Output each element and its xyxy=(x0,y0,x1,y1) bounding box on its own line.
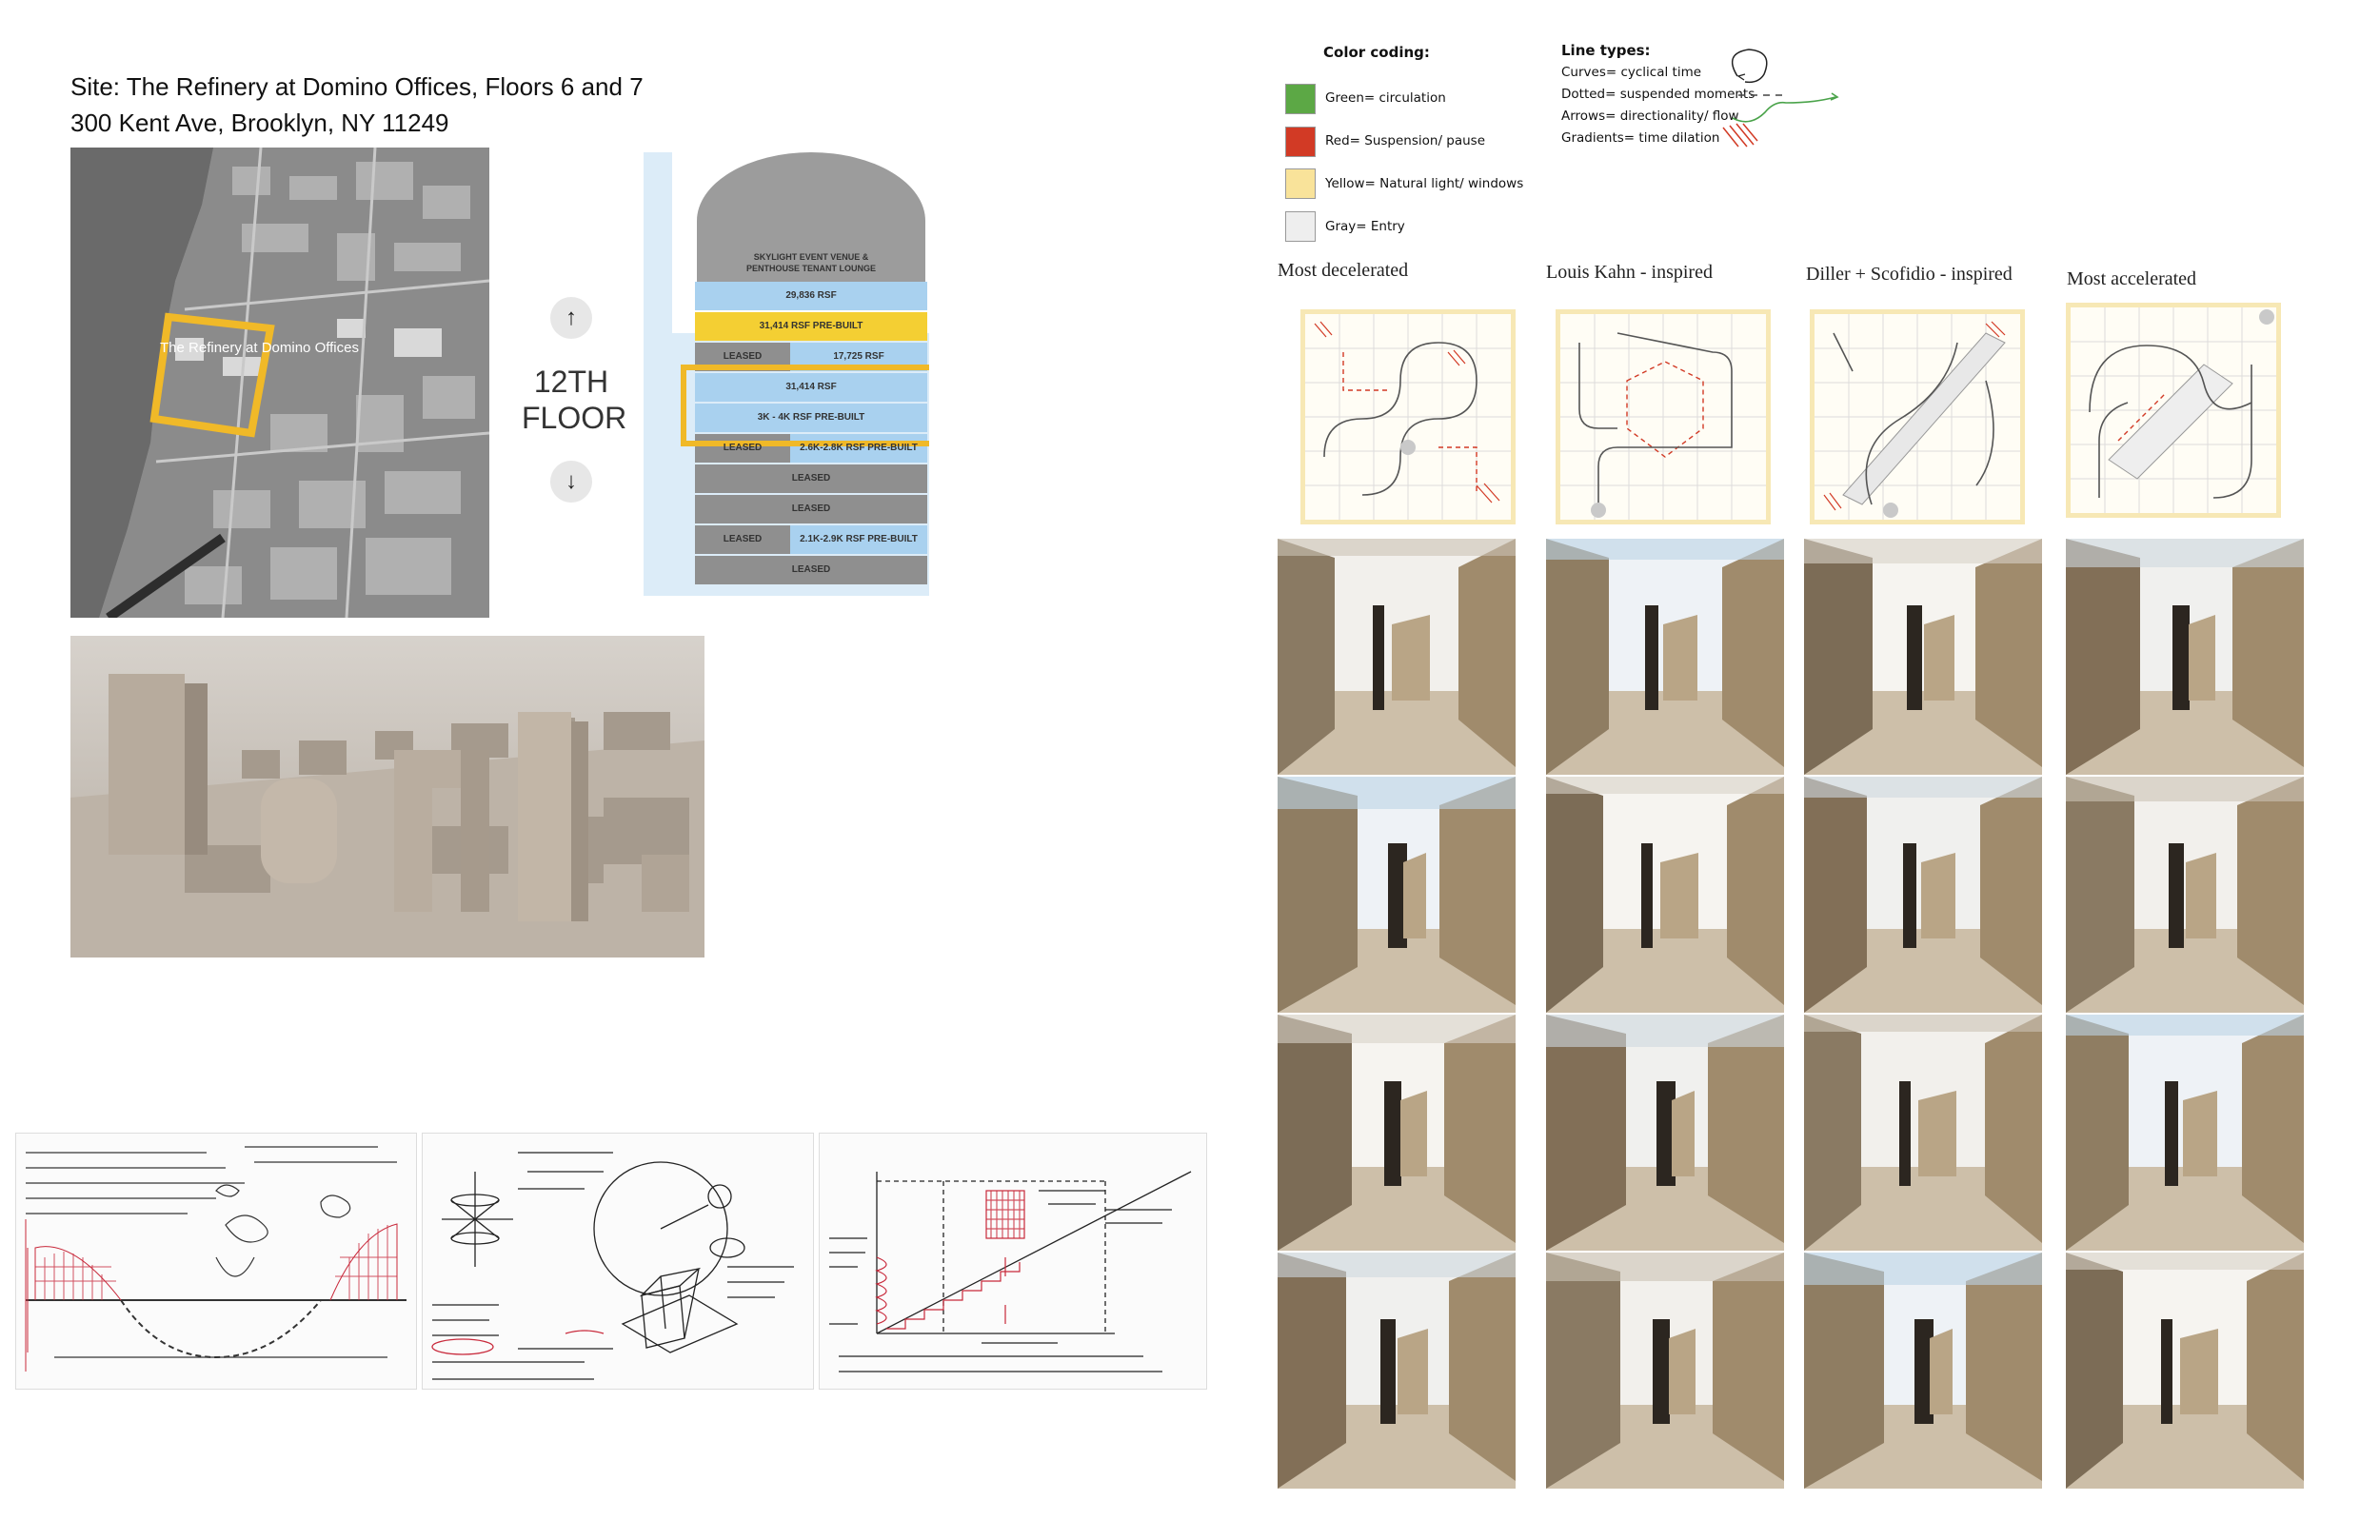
site-model-graphic xyxy=(70,636,704,958)
legend-color-title: Color coding: xyxy=(1323,44,1430,61)
column-title-accelerated: Most accelerated xyxy=(2067,268,2197,289)
curve-sample-icon xyxy=(1733,49,1767,82)
legend-gray-label: Gray= Entry xyxy=(1325,219,1405,234)
plan-accelerated-drawing xyxy=(2071,307,2276,513)
model-photo xyxy=(1546,539,1784,775)
legend-red-label: Red= Suspension/ pause xyxy=(1325,133,1486,148)
plan-kahn-drawing xyxy=(1560,314,1766,520)
model-photo xyxy=(1278,777,1516,1013)
legend-green-label: Green= circulation xyxy=(1325,90,1446,106)
floor-label: LEASED xyxy=(791,473,831,484)
model-photo xyxy=(2066,539,2304,775)
legend-arrows-label: Arrows= directionality/ flow xyxy=(1561,109,1739,124)
model-photo xyxy=(2066,1015,2304,1251)
legend-swatch-red xyxy=(1285,127,1316,157)
sketch-time-graph-drawing xyxy=(16,1134,416,1389)
floor-label: 3K - 4K RSF PRE-BUILT xyxy=(757,412,865,423)
model-photo-drawing xyxy=(1546,1015,1784,1251)
model-photo-drawing xyxy=(1278,539,1516,775)
model-photo xyxy=(1804,1015,2042,1251)
model-photo-drawing xyxy=(1546,539,1784,775)
floor-label-number: 12TH xyxy=(533,365,609,399)
tower-top-label xyxy=(701,251,922,274)
model-photo-drawing xyxy=(2066,777,2304,1013)
tower-top-label-line2: PENTHOUSE TENANT LOUNGE xyxy=(745,264,876,273)
model-photo xyxy=(1546,1015,1784,1251)
floor-label-left: LEASED xyxy=(723,443,763,453)
model-photo-drawing xyxy=(1546,777,1784,1013)
aerial-site-photo xyxy=(70,148,489,618)
model-photo xyxy=(1278,1253,1516,1489)
plan-diagram-accelerated xyxy=(2066,303,2281,518)
column-title-kahn: Louis Kahn - inspired xyxy=(1546,262,1713,283)
plan-diagram-diller-scofidio xyxy=(1810,309,2025,524)
model-photo xyxy=(1278,1015,1516,1251)
site-address: 300 Kent Ave, Brooklyn, NY 11249 xyxy=(70,109,449,137)
tower-top-label-line1: SKYLIGHT EVENT VENUE & xyxy=(753,252,869,262)
model-photo-drawing xyxy=(2066,1015,2304,1251)
floor-label: 31,414 RSF PRE-BUILT xyxy=(759,321,863,331)
model-photo-drawing xyxy=(1804,539,2042,775)
model-photo xyxy=(1804,539,2042,775)
site-title xyxy=(70,69,644,141)
model-photo-drawing xyxy=(1546,1253,1784,1489)
legend-curves-label: Curves= cyclical time xyxy=(1561,65,1702,80)
floor-label: LEASED xyxy=(791,564,831,575)
legend-yellow-label: Yellow= Natural light/ windows xyxy=(1325,176,1524,191)
legend-swatch-green xyxy=(1285,84,1316,114)
sketch-light-cone-drawing xyxy=(423,1134,813,1389)
site-model-photo xyxy=(70,636,704,958)
model-photo xyxy=(1546,777,1784,1013)
aerial-map-graphic xyxy=(70,148,489,618)
plan-diagram-kahn xyxy=(1556,309,1771,524)
model-photo-drawing xyxy=(1278,1015,1516,1251)
floor-label xyxy=(522,364,627,436)
legend-dotted-label: Dotted= suspended moments xyxy=(1561,87,1755,102)
floor-label-right: 2.1K-2.9K RSF PRE-BUILT xyxy=(800,534,918,544)
plan-diagram-decelerated xyxy=(1300,309,1516,524)
legend-line-samples xyxy=(1695,46,1866,160)
sketch-spiral-graph xyxy=(819,1133,1207,1390)
sketch-light-cone xyxy=(422,1133,814,1390)
legend-swatch-gray xyxy=(1285,211,1316,242)
site-title-line1: Site: The Refinery at Domino Offices, Floors 6 and 7 xyxy=(70,72,644,101)
model-photo xyxy=(1278,539,1516,775)
plan-decelerated-drawing xyxy=(1305,314,1511,520)
arrow-up-icon[interactable]: ↑ xyxy=(550,297,592,339)
floor-label: 29,836 RSF xyxy=(785,290,837,301)
model-photo xyxy=(1546,1253,1784,1489)
model-photo-drawing xyxy=(1278,1253,1516,1489)
model-photo-drawing xyxy=(1804,1015,2042,1251)
model-photo-drawing xyxy=(1278,777,1516,1013)
legend-line-title: Line types: xyxy=(1561,42,1651,59)
model-photo xyxy=(2066,1253,2304,1489)
sketch-spiral-graph-drawing xyxy=(820,1134,1206,1389)
floor-label-left: LEASED xyxy=(723,351,763,362)
model-photo xyxy=(1804,1253,2042,1489)
floor-label: LEASED xyxy=(791,503,831,514)
model-photo-drawing xyxy=(1804,777,2042,1013)
legend-gradients-label: Gradients= time dilation xyxy=(1561,130,1720,146)
stacking-plan xyxy=(644,152,929,596)
floor-label: 31,414 RSF xyxy=(785,382,837,392)
floor-label-right: 2.6K-2.8K RSF PRE-BUILT xyxy=(800,443,918,453)
gradient-sample-icon xyxy=(1723,124,1757,147)
column-title-diller-scofidio: Diller + Scofidio - inspired xyxy=(1806,264,2013,285)
column-title-decelerated: Most decelerated xyxy=(1278,260,1409,281)
floor-label-right: 17,725 RSF xyxy=(833,351,884,362)
arrow-sample-icon xyxy=(1733,97,1835,122)
plan-diller-scofidio-drawing xyxy=(1815,314,2020,520)
model-photo-drawing xyxy=(2066,1253,2304,1489)
model-photo xyxy=(2066,777,2304,1013)
model-photo xyxy=(1804,777,2042,1013)
model-photo-drawing xyxy=(2066,539,2304,775)
floor-label-word: FLOOR xyxy=(522,401,627,435)
arrow-down-icon[interactable]: ↓ xyxy=(550,461,592,503)
floor-label-left: LEASED xyxy=(723,534,763,544)
sketch-time-graph xyxy=(15,1133,417,1390)
legend-swatch-yellow xyxy=(1285,168,1316,199)
model-photo-drawing xyxy=(1804,1253,2042,1489)
aerial-site-label: The Refinery at Domino Offices xyxy=(160,340,359,356)
